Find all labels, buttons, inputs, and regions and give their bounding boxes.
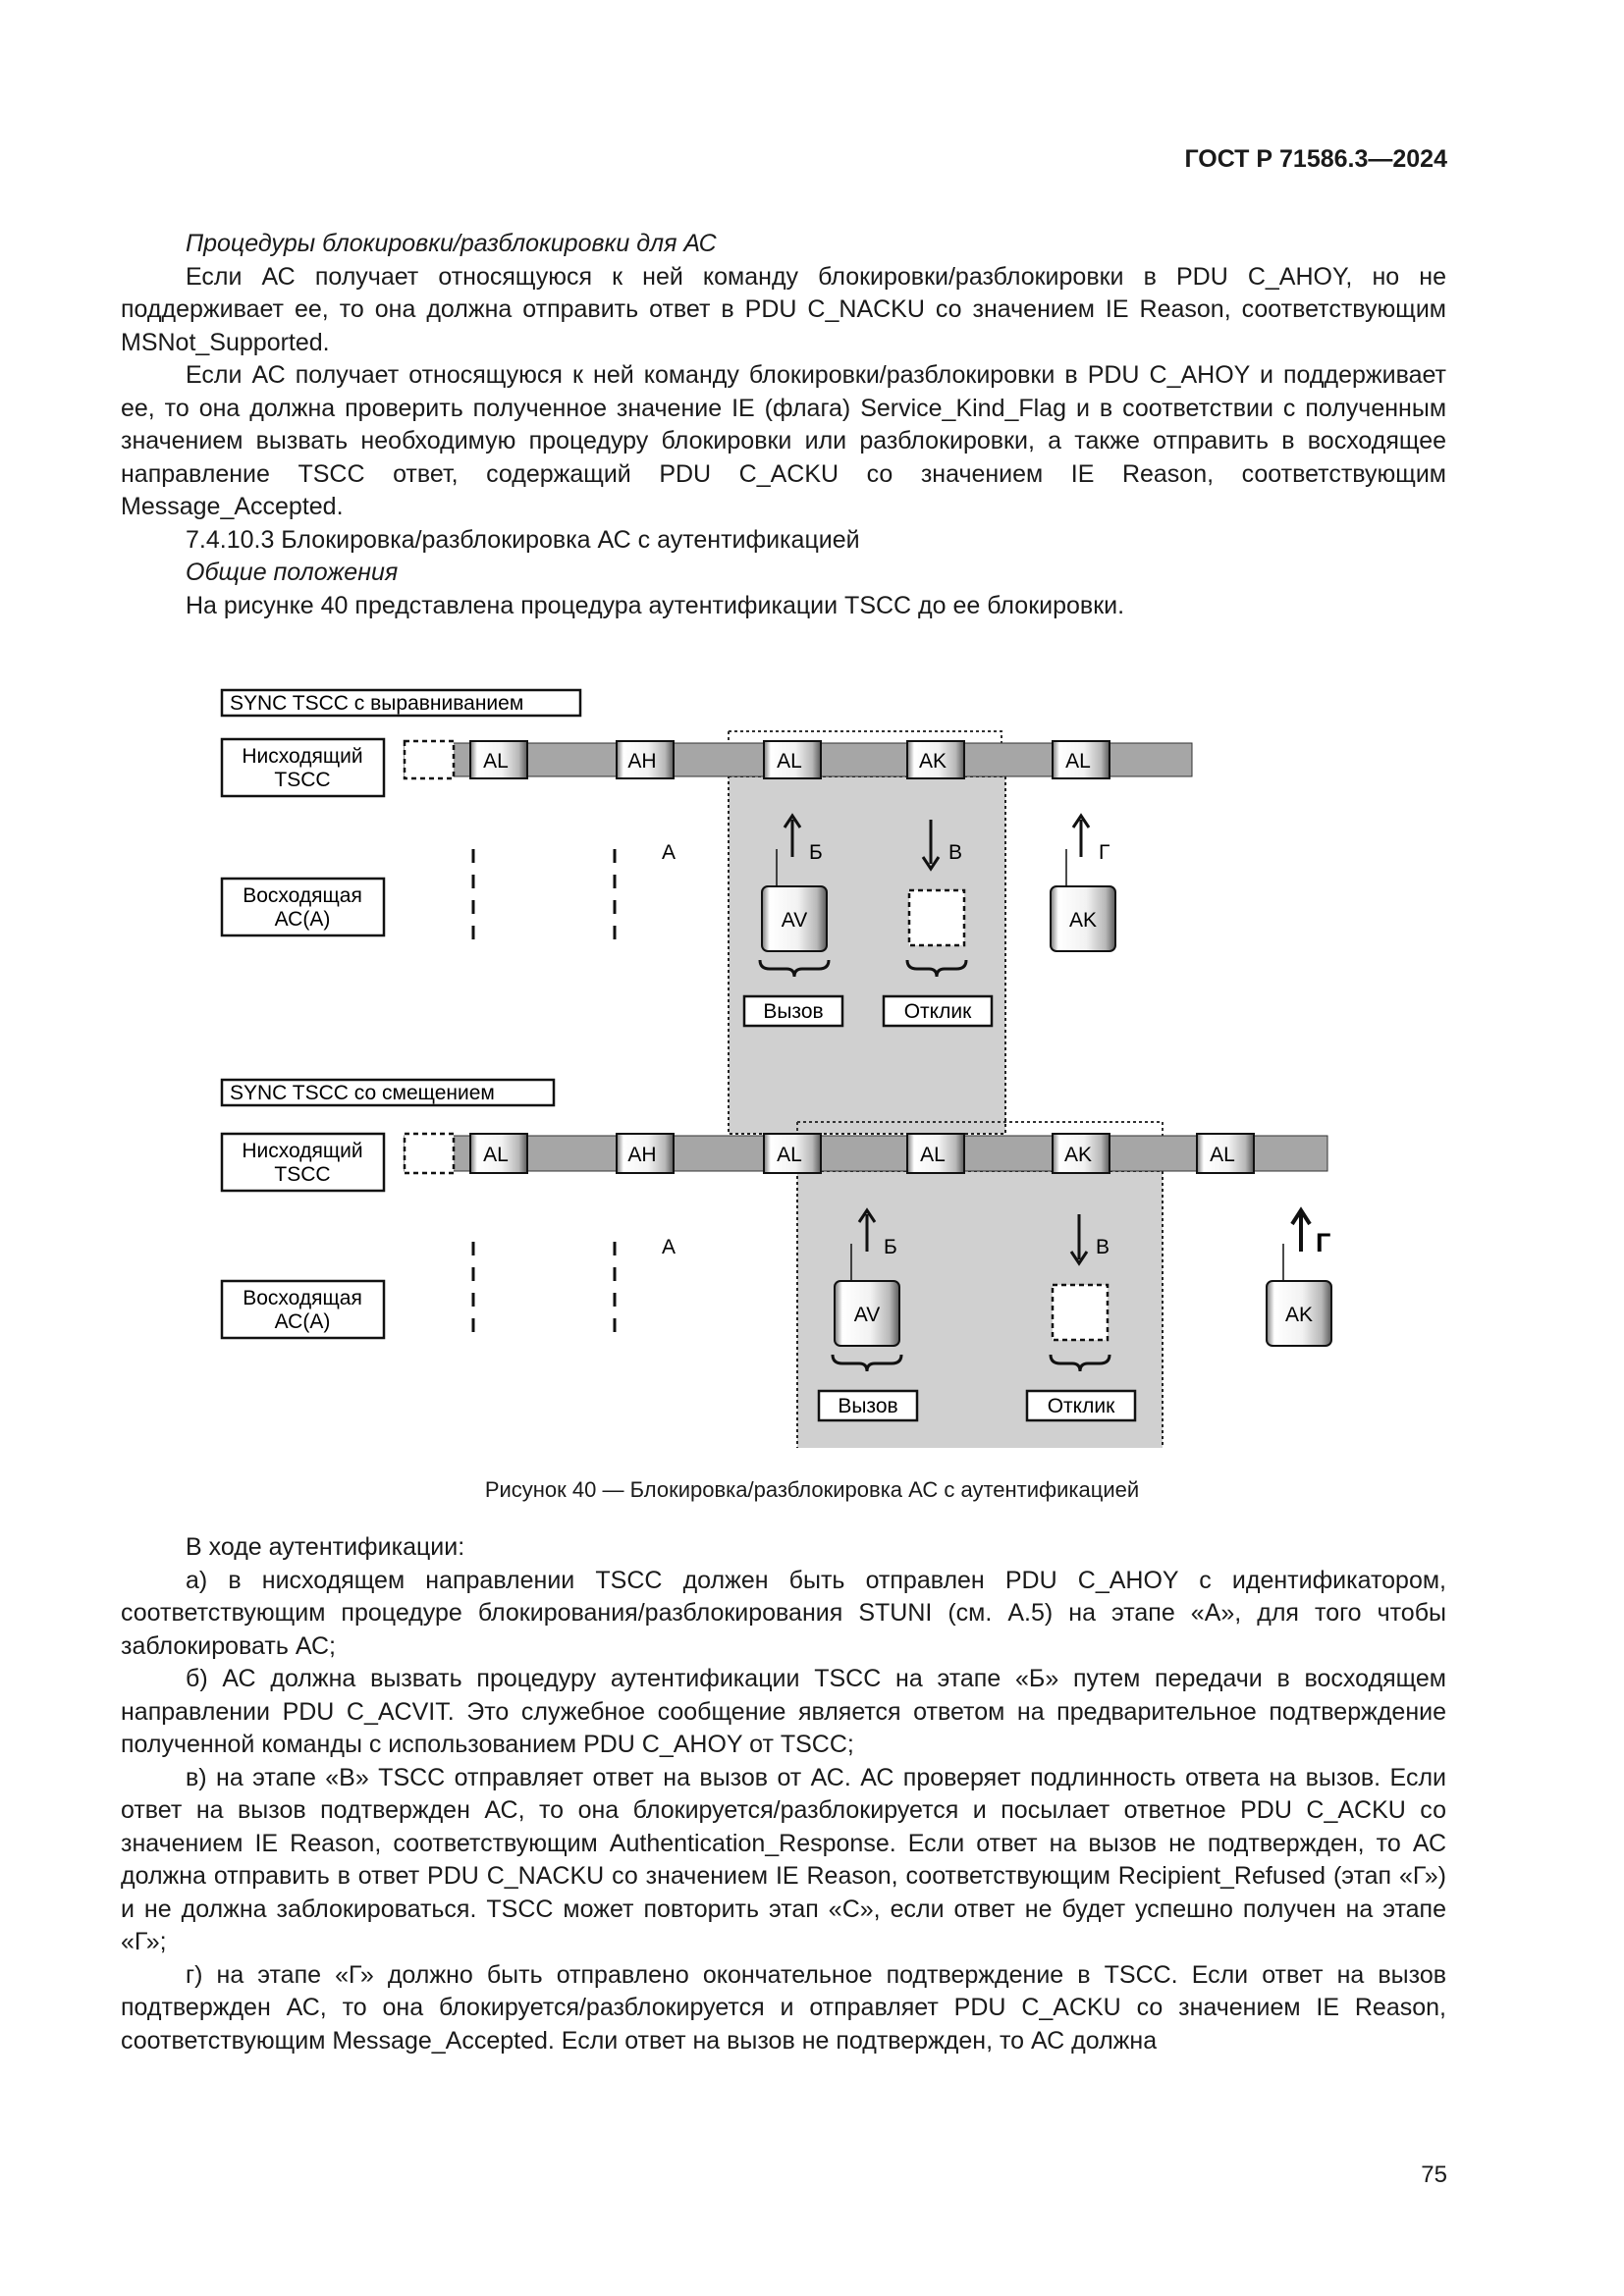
bottom-downlink-burst-label: AL: [1210, 1144, 1235, 1166]
diagram-bottom-title: SYNC TSCC со смещением: [230, 1082, 495, 1104]
paragraph: Если АС получает относящуюся к ней команду блокировки/разблокировки в PDU C_AHOY и поддерживает ее, то она должна проверить полученное значение IE (флага) Service_Kind_Flag и в соответствии с полученным значением вызвать необходимую процедуру блокировки или разблокировки, а также отправить в восходящее направление TSCC ответ, содержащий PDU C_ACKU со значением IE Reason, соответствующим Message_Accepted.: [121, 361, 1446, 520]
body-text-top: [121, 228, 1446, 622]
diagram-top-title: SYNC TSCC с выравниванием: [230, 692, 524, 715]
paragraph: На рисунке 40 представлена процедура аутентификации TSCC до ее блокировки.: [186, 591, 1125, 619]
top-highlight-region: [729, 776, 1005, 1134]
top-uplink-empty: [909, 890, 964, 945]
top-uplink-burst-av-label: AV: [781, 909, 808, 932]
top-uplink-label-line2: АС(А): [274, 908, 331, 931]
paragraph: Если АС получает относящуюся к ней команду блокировки/разблокировки в PDU C_AHOY, но не поддерживает ее, то она должна отправить ответ в PDU C_NACKU со значением IE Reason, соответствующим MSNot_Supported.: [121, 262, 1446, 356]
bottom-stage-g: Г: [1316, 1228, 1331, 1257]
top-stage-v: В: [948, 841, 963, 864]
paragraph: б) АС должна вызвать процедуру аутентификации TSCC на этапе «Б» путем передачи в восходящем направлении PDU C_ACVIT. Это служебное сообщение является ответом на предварительное подтверждение полученной команды с использованием PDU C_AHOY от TSCC;: [121, 1665, 1446, 1758]
top-downlink-burst-label: AH: [627, 750, 657, 773]
bottom-stage-a: А: [662, 1236, 677, 1258]
top-stage-b: Б: [809, 841, 823, 864]
top-downlink-burst-label: AL: [777, 750, 802, 773]
bottom-response-label: Отклик: [1047, 1395, 1115, 1417]
figure-40: [220, 682, 1339, 1448]
bottom-uplink-label-line2: АС(А): [274, 1310, 331, 1333]
top-response-label: Отклик: [903, 1000, 972, 1023]
bottom-downlink-burst-label: AL: [483, 1144, 509, 1166]
bottom-downlink-label-line2: TSCC: [274, 1163, 331, 1186]
bottom-uplink-label-line1: Восходящая: [243, 1287, 362, 1309]
document-header: ГОСТ Р 71586.3—2024: [1184, 145, 1447, 173]
top-call-label: Вызов: [763, 1000, 824, 1023]
top-stage-g: Г: [1099, 841, 1110, 864]
paragraph: Общие положения: [186, 559, 399, 586]
paragraph: а) в нисходящем направлении TSCC должен быть отправлен PDU C_AHOY с идентификатором, соответствующим процедуре блокирования/разблокирования STUNI (см. А.5) на этапе «А», для того чтобы заблокировать АС;: [121, 1566, 1446, 1660]
bottom-downlink-burst-label: AH: [627, 1144, 657, 1166]
diagram-bottom: [222, 1080, 1331, 1448]
top-downlink-burst-label: AK: [918, 750, 947, 773]
figure-caption: Рисунок 40 — Блокировка/разблокировка АС с аутентификацией: [484, 1477, 1140, 1502]
bottom-call-label: Вызов: [838, 1395, 898, 1417]
paragraph: 7.4.10.3 Блокировка/разблокировка АС с аутентификацией: [186, 525, 860, 554]
bottom-downlink-label-line1: Нисходящий: [242, 1140, 363, 1162]
bottom-downlink-strip: [405, 1136, 1327, 1171]
bottom-uplink-burst-ak-label: AK: [1284, 1304, 1314, 1326]
paragraph: в) на этапе «В» TSCC отправляет ответ на вызов от АС. АС проверяет подлинность ответа на вызов. Если ответ на вызов подтвержден АС, то она блокируется/разблокируется и посылает ответное PDU C_ACKU со значением IE Reason, соответствующим Authentication_Response. Если ответ на вызов не подтвержден, то АС должна отправить в ответ PDU C_NACKU со значением IE Reason, соответствующим Recipient_Refused (этап «Г») и не должна заблокироваться. TSCC может повторить этап «С», если ответ не будет успешно получен на этапе «Г»;: [121, 1763, 1446, 1955]
bottom-stage-b: Б: [884, 1236, 897, 1258]
bottom-downlink-burst-label: AL: [777, 1144, 802, 1166]
body-text-bottom: [121, 1531, 1446, 2057]
top-empty-slot: [405, 741, 454, 778]
top-downlink-burst-label: AL: [483, 750, 509, 773]
top-downlink-label-line1: Нисходящий: [242, 745, 363, 768]
top-downlink-burst-label: AL: [1065, 750, 1091, 773]
paragraph: Процедуры блокировки/разблокировки для АС: [186, 230, 717, 257]
diagram-top: [222, 690, 1192, 1134]
top-stage-a: А: [662, 841, 677, 864]
page-number: 75: [1421, 2162, 1447, 2188]
top-downlink-label-line2: TSCC: [274, 769, 331, 791]
bottom-empty-slot: [405, 1134, 454, 1173]
paragraph: г) на этапе «Г» должно быть отправлено окончательное подтверждение в TSCC. Если ответ на вызов подтвержден АС, то она блокируется/разблокируется и отправляет PDU C_ACKU со значением IE Reason, соответствующим Message_Accepted. Если ответ на вызов не подтвержден, то АС должна: [121, 1960, 1446, 2055]
bottom-downlink-burst-label: AL: [920, 1144, 946, 1166]
paragraph: В ходе аутентификации:: [186, 1533, 465, 1561]
top-uplink-burst-ak-label: AK: [1068, 909, 1098, 932]
top-uplink-label-line1: Восходящая: [243, 884, 362, 907]
bottom-downlink-burst-label: AK: [1063, 1144, 1093, 1166]
bottom-uplink-burst-av-label: AV: [853, 1304, 881, 1326]
bottom-uplink-empty: [1053, 1285, 1108, 1340]
bottom-stage-v: В: [1096, 1236, 1110, 1258]
